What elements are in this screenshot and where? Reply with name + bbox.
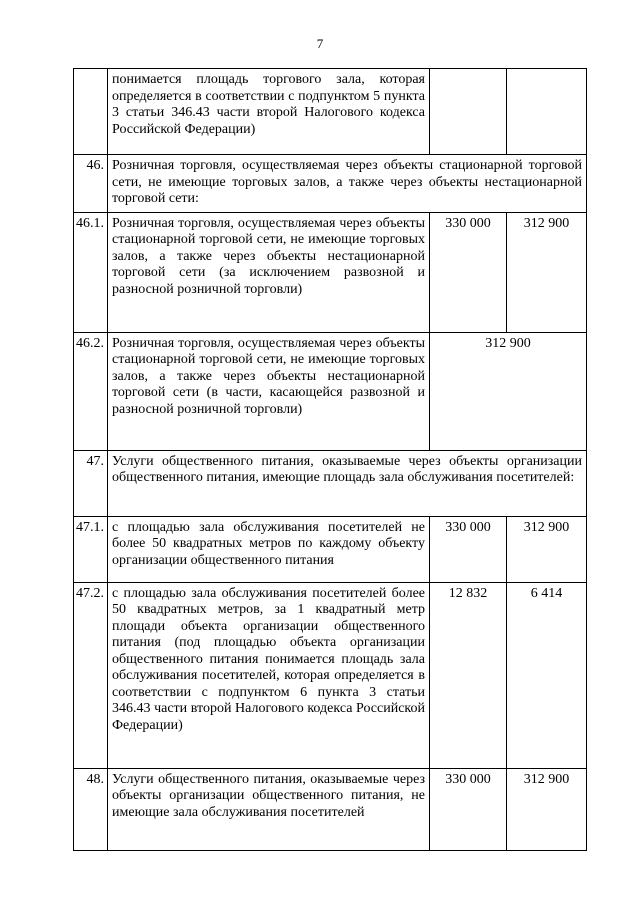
row-description: Розничная торговля, осуществляемая через объекты стационарной торговой сети, не имеющие торговых залов, а также через объекты нестационарной торговой сети (в части, касающейся развозной и разносной розничной торговли) (108, 332, 430, 450)
value-column-2 (507, 69, 587, 155)
merged-value: 312 900 (430, 332, 587, 450)
value-column-1: 12 832 (430, 582, 507, 768)
tax-rates-table (73, 68, 587, 851)
row-number: 46. (74, 155, 108, 213)
row-description: понимается площадь торгового зала, которая определяется в соответствии с подпунктом 5 пункта 3 статьи 346.43 части второй Налогового кодекса Российской Федерации) (108, 69, 430, 155)
row-heading: Услуги общественного питания, оказываемые через объекты организации общественного питания, имеющие площадь зала обслуживания посетителей: (108, 450, 587, 516)
page-number: 7 (316, 36, 324, 51)
row-description: с площадью зала обслуживания посетителей не более 50 квадратных метров по каждому объекту организации общественного питания (108, 516, 430, 582)
value-column-1: 330 000 (430, 516, 507, 582)
value-column-1 (430, 69, 507, 155)
table-row (74, 69, 587, 155)
table-row (74, 768, 587, 850)
value-column-2: 312 900 (507, 768, 587, 850)
row-description: Розничная торговля, осуществляемая через объекты стационарной торговой сети, не имеющие торговых залов, а также через объекты нестационарной торговой сети (за исключением развозной и разносной розничной торговли) (108, 212, 430, 332)
table-row (74, 155, 587, 213)
value-column-2: 312 900 (507, 516, 587, 582)
table-row (74, 212, 587, 332)
table-row (74, 582, 587, 768)
row-number (74, 69, 108, 155)
row-number: 47.2. (74, 582, 108, 768)
row-number: 48. (74, 768, 108, 850)
row-description: с площадью зала обслуживания посетителей более 50 квадратных метров, за 1 квадратный метр площади объекта организации общественного питания (под площадью объекта организации общественного питания понимается площадь зала обслуживания посетителей, которая определяется в соответствии с подпунктом 6 пункта 3 статьи 346.43 части второй Налогового кодекса Российской Федерации) (108, 582, 430, 768)
table-row (74, 450, 587, 516)
row-description: Услуги общественного питания, оказываемые через объекты организации общественного питания, не имеющие зала обслуживания посетителей (108, 768, 430, 850)
value-column-1: 330 000 (430, 768, 507, 850)
value-column-2: 6 414 (507, 582, 587, 768)
row-number: 47. (74, 450, 108, 516)
value-column-2: 312 900 (507, 212, 587, 332)
row-number: 47.1. (74, 516, 108, 582)
row-heading: Розничная торговля, осуществляемая через объекты стационарной торговой сети, не имеющие торговых залов, а также через объекты нестационарной торговой сети: (108, 155, 587, 213)
row-number: 46.2. (74, 332, 108, 450)
row-number: 46.1. (74, 212, 108, 332)
table-row (74, 516, 587, 582)
table-row (74, 332, 587, 450)
value-column-1: 330 000 (430, 212, 507, 332)
